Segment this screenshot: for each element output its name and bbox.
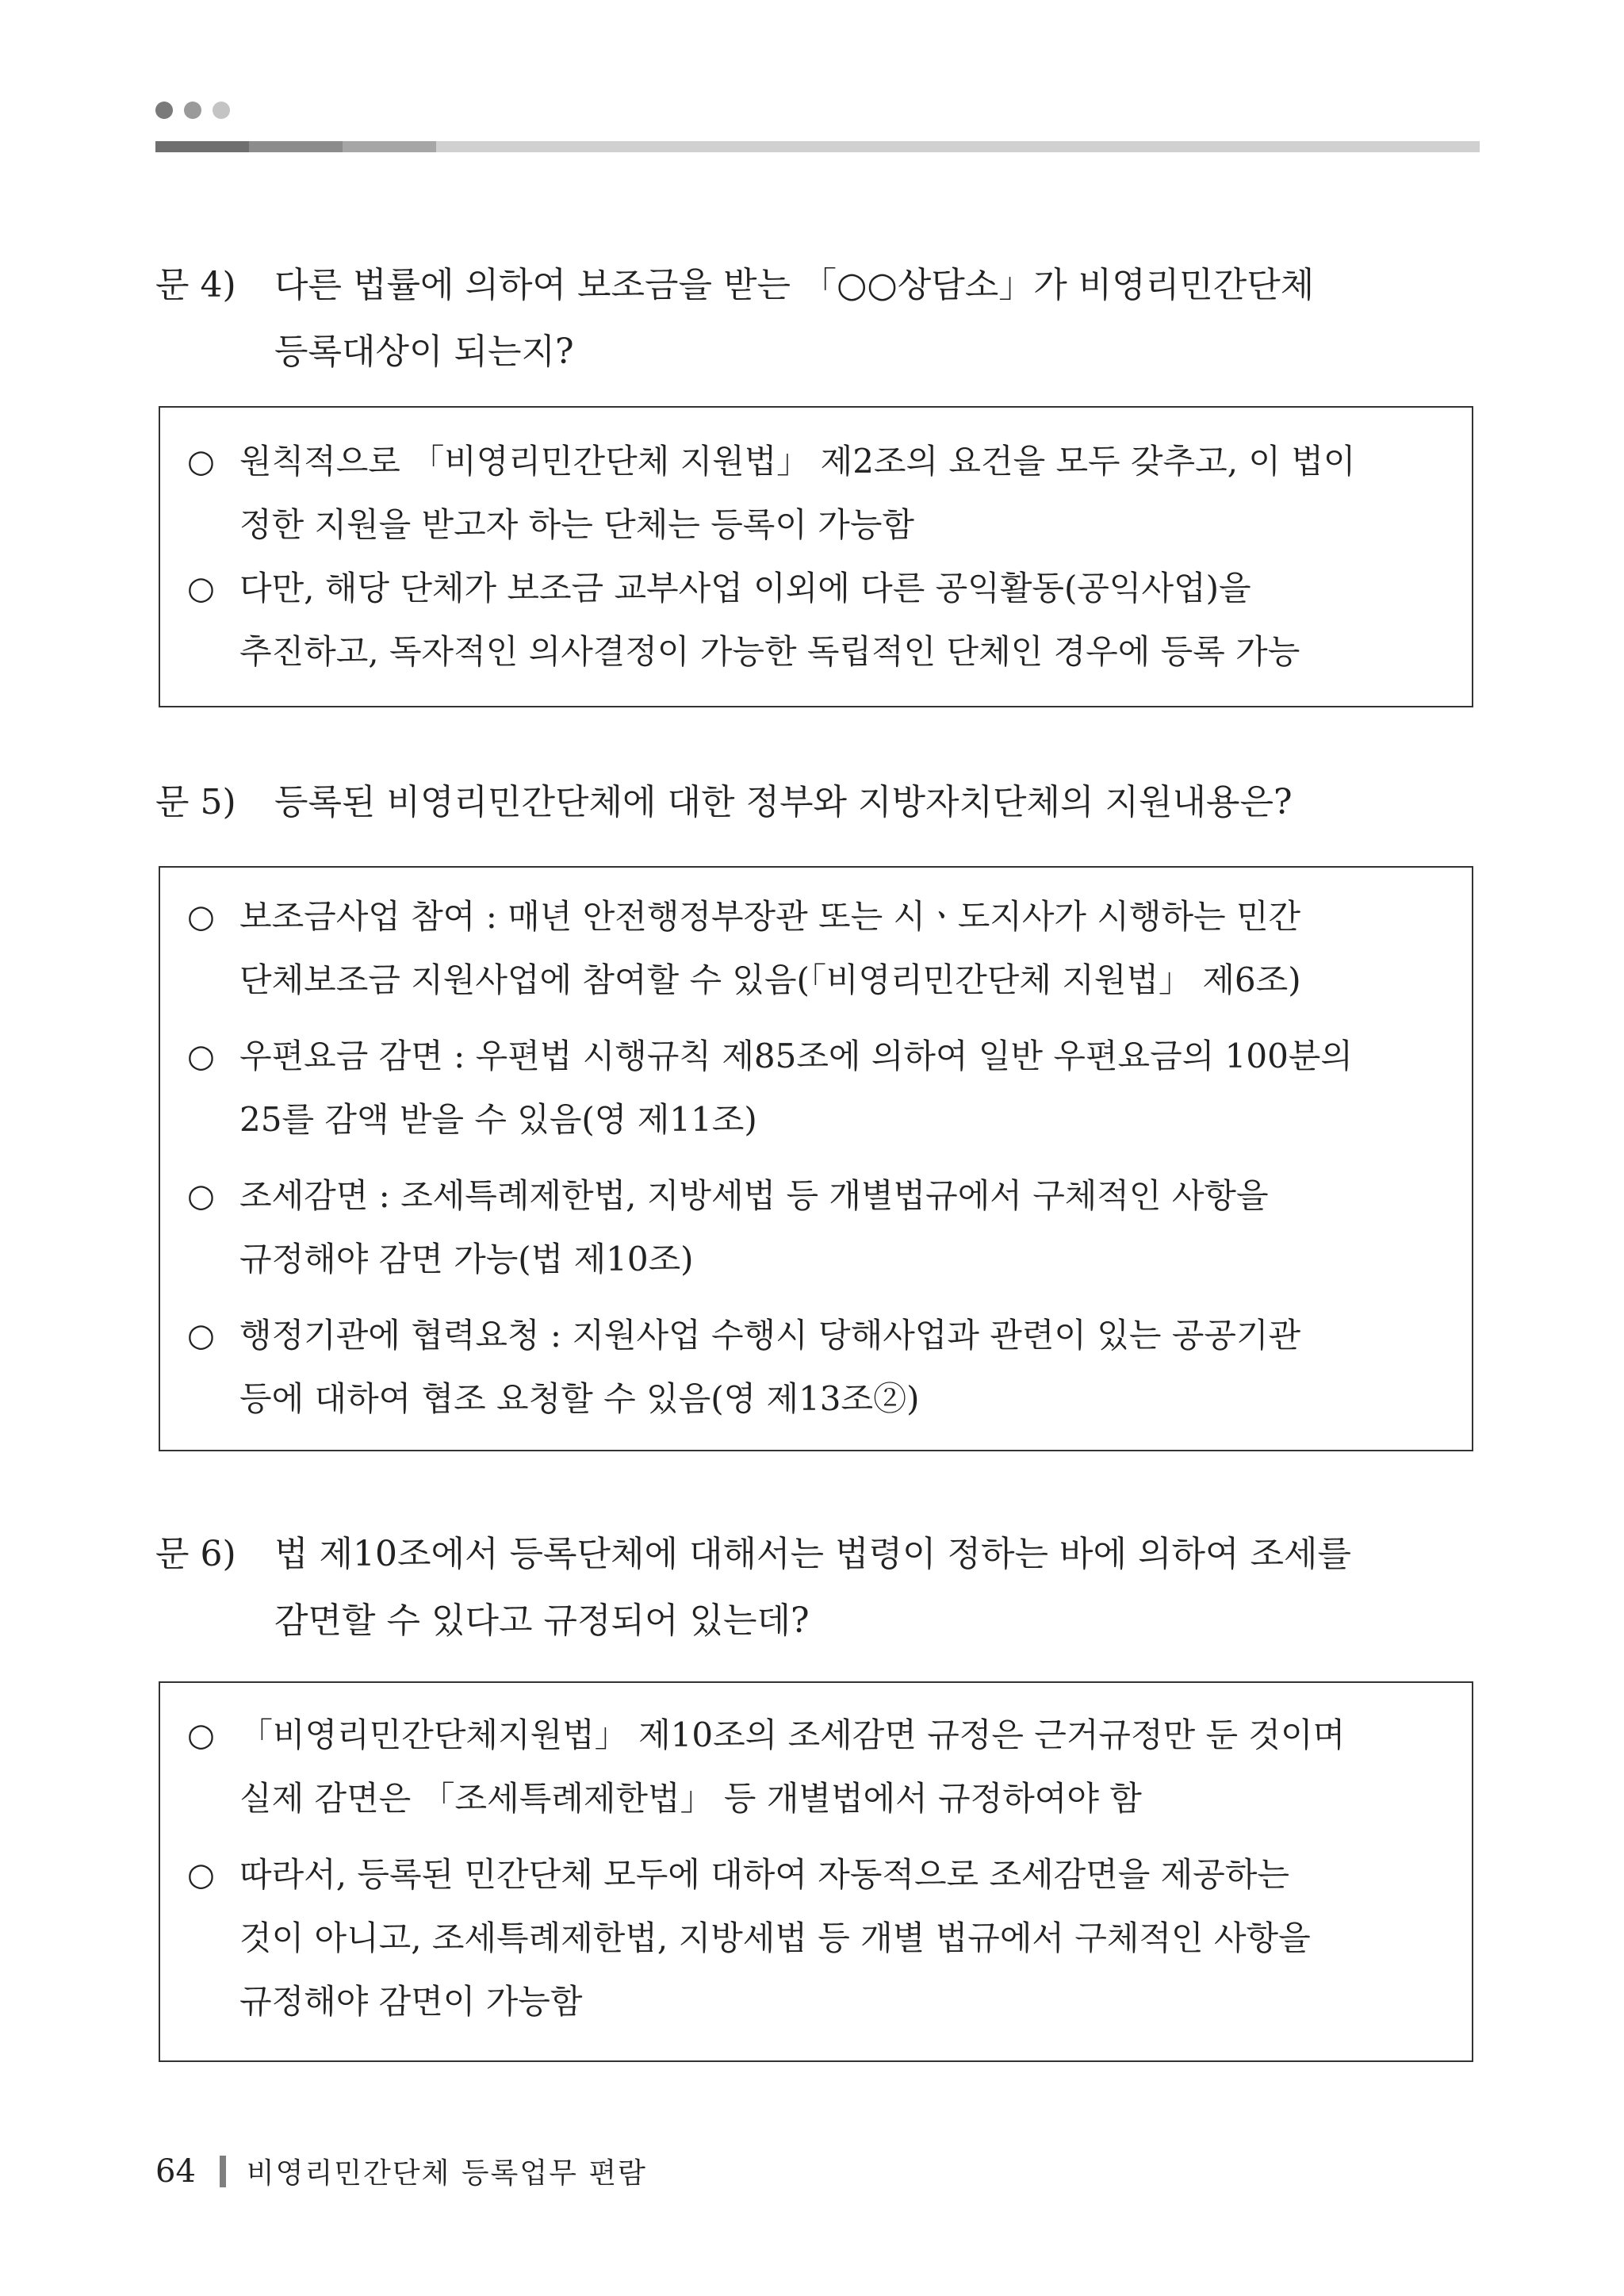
answer-item — [187, 430, 1437, 557]
circle-bullet-icon: ○ — [187, 443, 215, 480]
answer-line: 조세감면 : 조세특례제한법, 지방세법 등 개별법규에서 구체적인 사항을 — [239, 1176, 1269, 1215]
question-label: 문 5) — [155, 782, 236, 822]
answer-line: 규정해야 감면이 가능함 — [239, 1982, 583, 2021]
header-dot — [155, 102, 173, 119]
circle-bullet-icon: ○ — [187, 1038, 215, 1075]
question-text-continued: 등록대상이 되는지? — [274, 332, 574, 372]
answer-item — [187, 557, 1437, 684]
question-text-continued: 감면할 수 있다고 규정되어 있는데? — [274, 1600, 810, 1641]
header-dot — [213, 102, 230, 119]
header-dot — [184, 102, 201, 119]
answer-line: 우편요금 감면 : 우편법 시행규칙 제85조에 의하여 일반 우편요금의 100분의 — [239, 1037, 1353, 1075]
question-label: 문 6) — [155, 1534, 236, 1574]
header-rule — [155, 141, 1480, 152]
answer-line: 따라서, 등록된 민간단체 모두에 대하여 자동적으로 조세감면을 제공하는 — [239, 1855, 1289, 1894]
answer-item — [187, 1025, 1437, 1152]
question-text: 법 제10조에서 등록단체에 대해서는 법령이 정하는 바에 의하여 조세를 — [274, 1534, 1351, 1574]
circle-bullet-icon: ○ — [187, 1857, 215, 1893]
answer-line: 「비영리민간단체지원법」 제10조의 조세감면 규정은 근거규정만 둔 것이며 — [239, 1715, 1346, 1754]
circle-bullet-icon: ○ — [187, 1317, 215, 1354]
question-text: 등록된 비영리민간단체에 대한 정부와 지방자치단체의 지원내용은? — [274, 782, 1293, 822]
answer-line: 실제 감면은 「조세특례제한법」 등 개별법에서 규정하여야 함 — [239, 1779, 1142, 1818]
answer-line: 원칙적으로 「비영리민간단체 지원법」 제2조의 요건을 모두 갖추고, 이 법이 — [239, 442, 1356, 481]
page-footer — [155, 2151, 647, 2191]
answer-line: 추진하고, 독자적인 의사결정이 가능한 독립적인 단체인 경우에 등록 가능 — [239, 632, 1300, 671]
circle-bullet-icon: ○ — [187, 1717, 215, 1754]
answer-item — [187, 1843, 1437, 2033]
answer-line: 25를 감액 받을 수 있음(영 제11조) — [239, 1100, 757, 1139]
answer-line: 행정기관에 협력요청 : 지원사업 수행시 당해사업과 관련이 있는 공공기관 — [239, 1316, 1301, 1355]
question-5 — [155, 769, 1488, 836]
answer-line: 규정해야 감면 가능(법 제10조) — [239, 1240, 694, 1278]
answer-line: 등에 대하여 협조 요청할 수 있음(영 제13조②) — [239, 1379, 920, 1418]
answer-item — [187, 1704, 1437, 1830]
header-dots — [155, 102, 230, 119]
question-6 — [155, 1521, 1488, 1654]
answer-line: 것이 아니고, 조세특례제한법, 지방세법 등 개별 법규에서 구체적인 사항을 — [239, 1918, 1311, 1957]
answer-line: 보조금사업 참여 : 매년 안전행정부장관 또는 시ㆍ도지사가 시행하는 민간 — [239, 897, 1301, 936]
answer-box-6 — [159, 1681, 1473, 2062]
circle-bullet-icon: ○ — [187, 1178, 215, 1214]
answer-line: 단체보조금 지원사업에 참여할 수 있음(「비영리민간단체 지원법」 제6조) — [239, 960, 1301, 999]
circle-bullet-icon: ○ — [187, 899, 215, 935]
answer-box-4 — [159, 406, 1473, 707]
question-label: 문 4) — [155, 265, 236, 305]
book-title: 비영리민간단체 등록업무 편람 — [246, 2157, 647, 2190]
footer-divider — [220, 2156, 226, 2187]
answer-item — [187, 1164, 1437, 1291]
circle-bullet-icon: ○ — [187, 570, 215, 607]
answer-item — [187, 885, 1437, 1012]
answer-line: 정한 지원을 받고자 하는 단체는 등록이 가능함 — [239, 505, 914, 544]
question-text: 다른 법률에 의하여 보조금을 받는 「○○상담소」가 비영리민간단체 — [274, 265, 1315, 305]
answer-box-5 — [159, 866, 1473, 1451]
answer-line: 다만, 해당 단체가 보조금 교부사업 이외에 다른 공익활동(공익사업)을 — [239, 569, 1251, 608]
page-number: 64 — [155, 2152, 196, 2190]
answer-item — [187, 1304, 1437, 1431]
question-4 — [155, 252, 1488, 385]
